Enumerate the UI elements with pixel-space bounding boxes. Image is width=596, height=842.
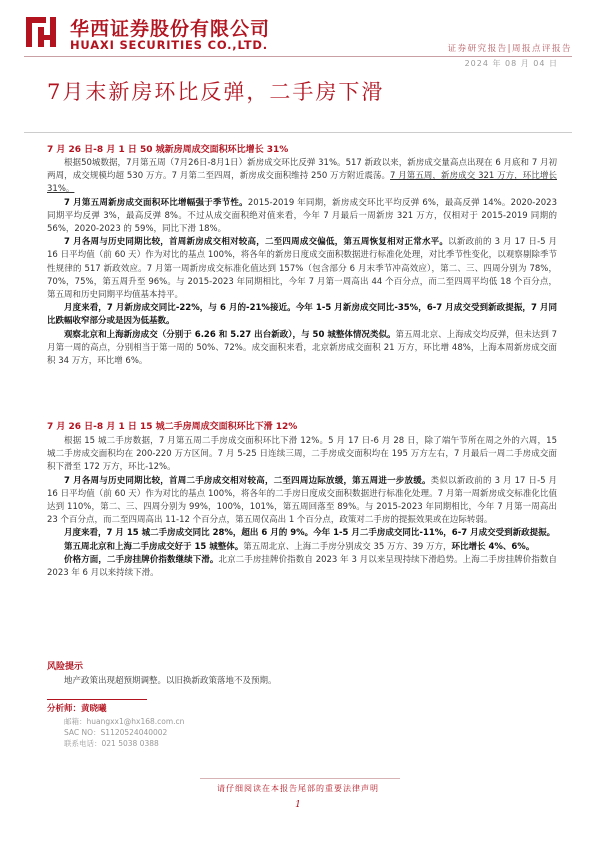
report-date: 2024 年 08 月 04 日 [464, 59, 558, 68]
analyst-email: 邮箱：huangxx1@hx168.com.cn [64, 717, 185, 726]
text-run: 第五周北京、上海二手房分别成交 35 万方、39 万方， [243, 541, 452, 552]
section-body-second-hand [47, 435, 557, 580]
text-run: 根据 15 城二手房数据，7 月第五周二手房成交面积环比下滑 12%。5 月 17 日-6 月 28 日，除了端午节所在周之外的六周，15 城二手房成交面积均在 200-220 万方区间。7 月 5-25 日连续三周，二手房成交面积均在 195 万方左右，7 月最后一周二手房成交面积下滑至 172 万方，环比-12%。 [47, 436, 557, 473]
paragraph [47, 435, 557, 475]
paragraph [47, 236, 557, 302]
page-number: 1 [295, 800, 301, 810]
legal-notice: 请仔细阅读在本报告尾部的重要法律声明 [217, 784, 379, 793]
text-run: 第五周北京、上海成交均反弹，但未达到 7 月第一周的高点，分别相当于第一周的 50%、72%。成交面积来看，北京新房成交面积 21 万方，环比增 48%，上海本周新房成交面积 34 万方，环比增 6%。 [47, 329, 557, 367]
text-run: 2015-2019 年同期，新房成交环比平均反弹 6%，最高反弹 14%。2020-2023 同期平均反弹 3%，最高反弹 8%。不过从成交面积绝对值来看，今年 7 月最后一周新房 321 万方，仅相对于 2015-2019 同期的 56%，2020-2023 的 59%，同比下滑 18%。 [47, 197, 557, 235]
paragraph [47, 197, 557, 237]
text-run: 第五周北京和上海二手房成交好于 15 城整体。 [64, 541, 244, 552]
company-name-en: HUAXI SECURITIES CO.,LTD. [70, 38, 268, 52]
analyst-phone: 联系电话：021 5038 0388 [64, 739, 159, 748]
text-run: 根据50城数据，7月第五周（7月26日-8月1日）新房成交环比反弹 31%。517 新政以来，新房成交量高点出现在 6 月底和 7 月初两周，成交规模均超 530 万方。7 月第二至四周，新房成交面积维持 250 万方附近震荡。 [47, 158, 557, 182]
paragraph [47, 329, 557, 369]
company-logo-icon [24, 13, 60, 49]
paragraph [47, 554, 557, 580]
paragraph [47, 541, 557, 554]
paragraph [47, 527, 557, 540]
page-title: 7月末新房环比反弹，二手房下滑 [47, 80, 385, 104]
footer-divider [200, 778, 400, 779]
paragraph [47, 475, 557, 528]
paragraph [47, 157, 557, 197]
text-run: 以新政前的 3 月 17 日-5 月 16 日平均值（前 60 天）作为对比的基点 100%，将各年的新房日度成交面积数据进行标准化处理，对比季节性变化，以观察剔除季节性规律的 517 新政效应。7 月第一周新房成交标准化值达到 157%（包含部分 6 月末季节冲高效应），第二、三、四周分别为 78%，70%，75%，第五周升至 96%。与 2015-2023 年同期相比，今年 7 月第一周高出 44 个百分点，而二至四周平均低 18 个百分点，第五周和历史同期平均值基本持平。 [47, 237, 557, 301]
paragraph [47, 302, 557, 328]
text-run: 观察北京和上海新房成交（分别于 6.26 和 5.27 出台新政），与 50 城整体情况类似。 [64, 329, 396, 340]
text-run: 7 月各周与历史同期比较，首周二手房成交相对较高，二至四周边际放缓，第五周进一步放缓。 [64, 475, 431, 486]
section-heading-new-homes: 7 月 26 日-8 月 1 日 50 城新房周成交面积环比增长 31% [47, 145, 289, 155]
section-body-new-homes [47, 157, 557, 368]
text-run: 环比增长 4%、6%。 [451, 541, 535, 552]
title-divider [24, 132, 572, 133]
header-divider [24, 56, 572, 57]
company-name-cn: 华西证券股份有限公司 [70, 18, 271, 40]
analyst-divider [47, 699, 147, 700]
text-run: 价格方面，二手房挂牌价指数继续下滑。 [64, 554, 219, 565]
analyst-sac: SAC NO：S1120524040002 [64, 728, 168, 737]
text-run: 7 月第五周新房成交面积环比增幅强于季节性。 [64, 197, 248, 208]
analyst-name: 分析师：黄晓曦 [47, 704, 107, 714]
section-heading-second-hand: 7 月 26 日-8 月 1 日 15 城二手房周成交面积环比下滑 12% [47, 422, 298, 432]
report-type-label: 证券研究报告|周报点评报告 [447, 44, 572, 54]
risk-text: 地产政策出现超预期调整。以旧换新政策落地不及预期。 [64, 676, 277, 686]
risk-title: 风险提示 [47, 662, 84, 672]
text-run: 7 月第五周，新房成交 321 万方，环比增长 31%。 [47, 171, 557, 195]
text-run: 月度来看，7 月新房成交同比-22%，与 6 月的-21%接近。今年 1-5 月新房成交同比-35%，6-7 月成交受到新政提振，7 月同比跌幅收窄部分或是因为低基数。 [47, 303, 557, 327]
text-run: 7 月各周与历史同期比较，首周新房成交相对较高，二至四周成交偏低，第五周恢复相对正常水平。 [64, 237, 449, 248]
text-run: 类似以新政前的 3 月 17 日-5 月 16 日平均值（前 60 天）作为对比的基点 100%，将各年的二手房日度成交面积数据进行标准化处理。7 月第一周新房成交标准化比值达到 110%，第二、三、四周分别为 99%，100%，101%，第五周回落至 89%。与 2015-2023 年同期相比，今年 7 月第一周高出 23 个百分点，而二至四周高出 11-12 个百分点，第五周仅高出 1 个百分点，政策对二手房的提振效果或在边际转弱。 [47, 475, 557, 526]
text-run: 北京二手房挂牌价指数自 2023 年 3 月以来呈现持续下滑趋势。上海二手房挂牌价指数自 2023 年 6 月以来持续下滑。 [47, 554, 557, 579]
text-run: 月度来看，7 月 15 城二手房成交同比 28%，超出 6 月的 9%。今年 1-5 月二手房成交同比-11%，6-7 月成交受到新政提振。 [64, 528, 556, 539]
